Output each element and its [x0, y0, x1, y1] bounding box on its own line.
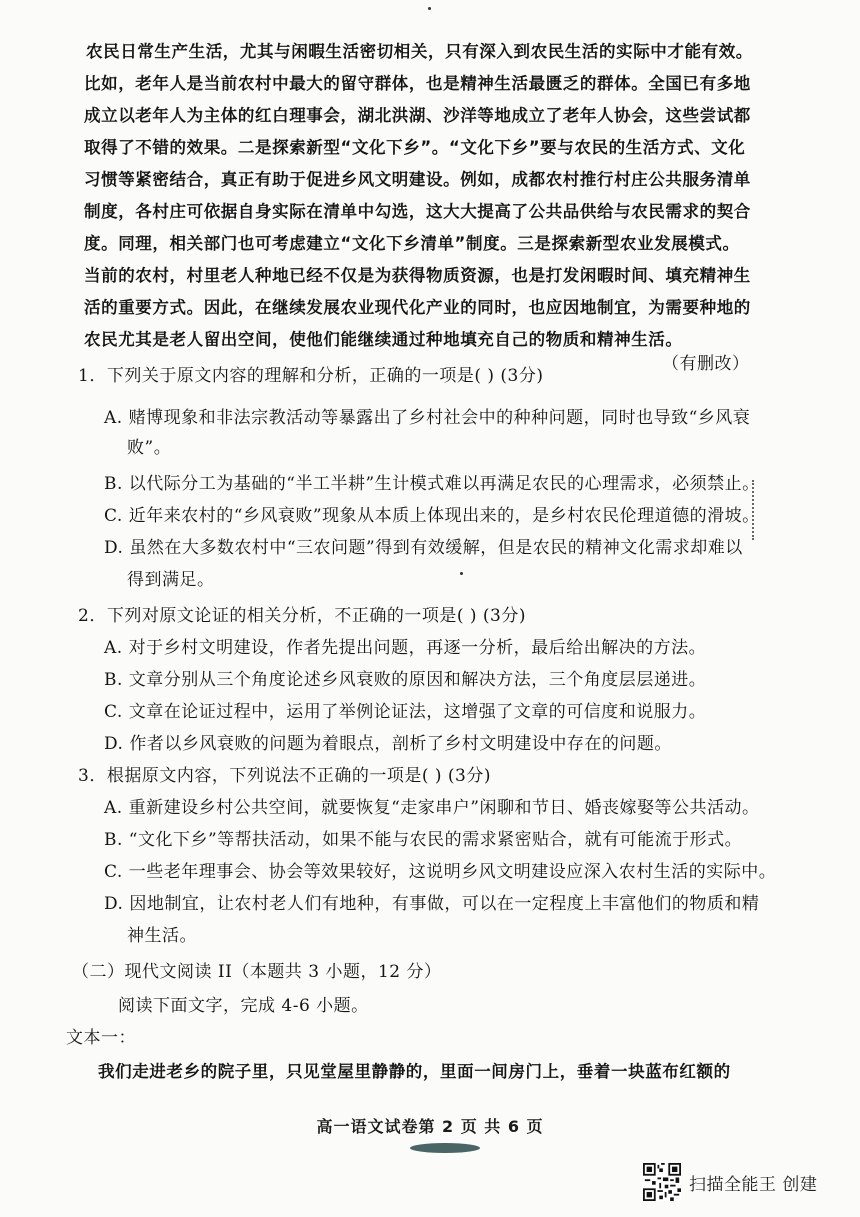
passage-line: 习惯等紧密结合，真正有助于促进乡风文明建设。例如，成都农村推行村庄公共服务清单	[84, 170, 751, 189]
qr-code-icon	[643, 1163, 681, 1201]
section-heading: （二）现代文阅读 II（本题共 3 小题，12 分）	[72, 962, 442, 982]
text-label: 文本一：	[66, 1028, 136, 1048]
q2-option-c: C. 文章在论证过程中，运用了举例论证法，这增强了文章的可信度和说服力。	[104, 702, 707, 722]
text-first-line: 我们走进老乡的院子里，只见堂屋里静静的，里面一间房门上，垂着一块蓝布红额的	[98, 1062, 731, 1081]
q2-option-d: D. 作者以乡风衰败的问题为着眼点，剖析了乡村文明建设中存在的问题。	[104, 734, 672, 754]
scanner-watermark	[643, 1162, 817, 1202]
page-footer: 高一语文试卷第 2 页 共 6 页	[316, 1117, 544, 1136]
q1-option-d: D. 虽然在大多数农村中“三农问题”得到有效缓解，但是农民的精神文化需求却难以	[104, 538, 743, 558]
q2-option-a: A. 对于乡村文明建设，作者先提出问题，再逐一分析，最后给出解决的方法。	[104, 638, 707, 658]
section-instruction: 阅读下面文字，完成 4-6 小题。	[118, 996, 369, 1016]
ink-dot	[428, 7, 431, 10]
q3-option-a: A. 重新建设乡村公共空间，就要恢复“走家串户”闲聊和节日、婚丧嫁娶等公共活动。	[104, 798, 760, 818]
passage-line: 农民日常生产生活，尤其与闲暇生活密切相关，只有深入到农民生活的实际中才能有效。	[86, 42, 753, 61]
q3-option-c: C. 一些老年理事会、协会等效果较好，这说明乡风文明建设应深入农村生活的实际中。	[104, 862, 777, 882]
passage-line: 比如，老年人是当前农村中最大的留守群体，也是精神生活最匮乏的群体。全国已有多地	[84, 74, 751, 93]
question-2-stem: 2．下列对原文论证的相关分析，不正确的一项是( ) (3分)	[78, 606, 526, 626]
passage-line: 取得了不错的效果。二是探索新型“文化下乡”。“文化下乡”要与农民的生活方式、文化	[84, 138, 746, 157]
q1-option-a: A. 赌博现象和非法宗教活动等暴露出了乡村社会中的种种问题，同时也导致“乡风衰	[104, 408, 751, 428]
q1-option-b: B. 以代际分工为基础的“半工半耕”生计模式难以再满足农民的心理需求，必须禁止。	[104, 474, 760, 494]
passage-line: 农民尤其是老人留出空间，使他们能继续通过种地填充自己的物质和精神生活。	[84, 330, 683, 349]
question-1-stem: 1．下列关于原文内容的理解和分析，正确的一项是( ) (3分)	[78, 366, 544, 386]
q1-option-d-cont: 得到满足。	[127, 570, 215, 590]
passage-line: 活的重要方式。因此，在继续发展农业现代化产业的同时，也应因地制宜，为需要种地的	[84, 298, 751, 317]
ink-dot	[460, 572, 463, 575]
q3-option-b: B. “文化下乡”等帮扶活动，如果不能与农民的需求紧密贴合，就有可能流于形式。	[104, 830, 743, 850]
margin-dots	[752, 480, 756, 540]
q3-option-d-cont: 神生活。	[127, 926, 197, 946]
q3-option-d: D. 因地制宜，让农村老人们有地种，有事做，可以在一定程度上丰富他们的物质和精	[104, 894, 760, 914]
watermark-text: 扫描全能王 创建	[689, 1174, 818, 1195]
passage-line: 成立以老年人为主体的红白理事会，湖北洪湖、沙洋等地成立了老年人协会，这些尝试都	[84, 106, 751, 125]
q2-option-b: B. 文章分别从三个角度论述乡风衰败的原因和解决方法，三个角度层层递进。	[104, 670, 707, 690]
q1-option-c: C. 近年来农村的“乡风衰败”现象从本质上体现出来的，是乡村农民伦理道德的滑坡。	[104, 506, 760, 526]
passage-line: 当前的农村，村里老人种地已经不仅是为获得物质资源，也是打发闲暇时间、填充精神生	[84, 266, 751, 285]
source-note: （有删改）	[662, 354, 750, 374]
q1-option-a-cont: 败”。	[127, 438, 172, 458]
scan-smudge	[410, 1143, 480, 1153]
question-3-stem: 3．根据原文内容，下列说法不正确的一项是( ) (3分)	[78, 766, 491, 786]
passage-line: 度。同理，相关部门也可考虑建立“文化下乡清单”制度。三是探索新型农业发展模式。	[84, 234, 740, 253]
passage-line: 制度，各村庄可依据自身实际在清单中勾选，这大大提高了公共品供给与农民需求的契合	[84, 202, 751, 221]
